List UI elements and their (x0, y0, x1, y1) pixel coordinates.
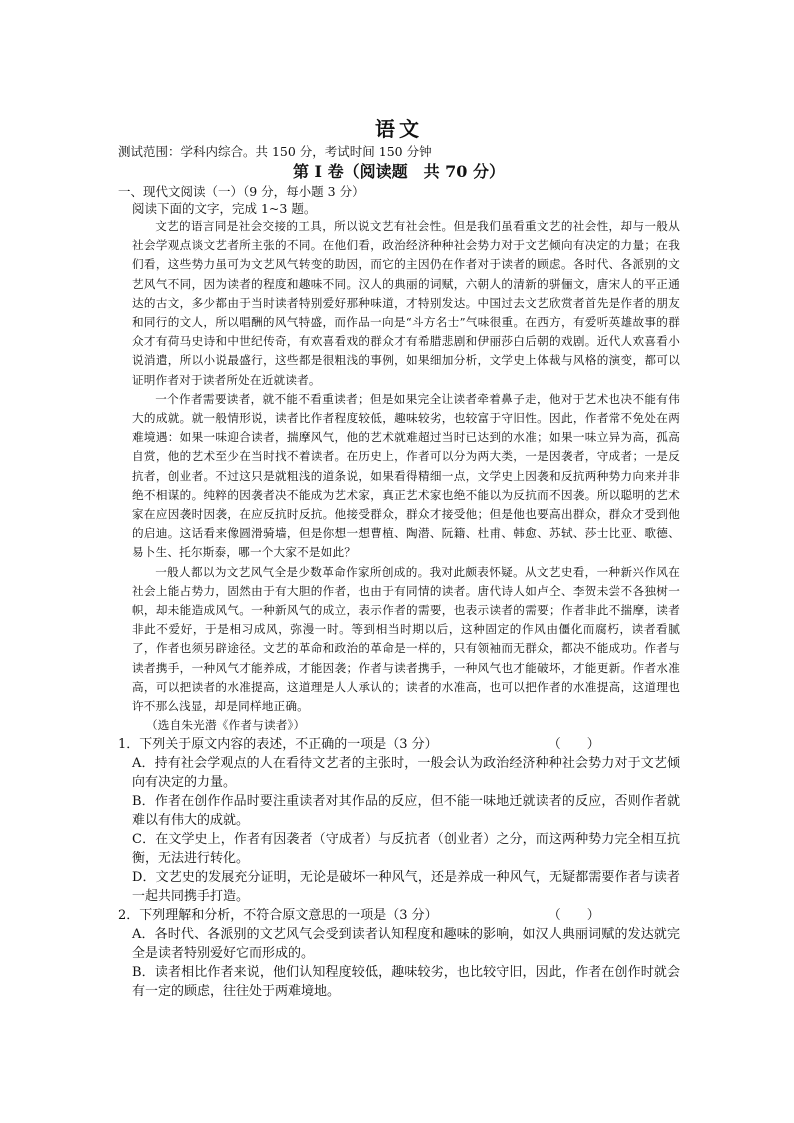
test-scope: 测试范围：学科内综合。共 150 分，考试时间 150 分钟 (118, 144, 432, 159)
question-2-option-a: A．各时代、各派别的文艺风气会受到读者认知程度和趣味的影响，如汉人典丽词赋的发达就完全是读者特别爱好它而形成的。 (132, 927, 680, 962)
question-1-option-b: B．作者在创作作品时要注重读者对其作品的反应，但不能一味地迁就读者的反应，否则作者就难以有伟大的成就。 (132, 794, 680, 829)
question-1-option-d: D．文艺史的发展充分证明，无论是破坏一种风气，还是养成一种风气，无疑都需要作者与读者一起共同携手打造。 (132, 870, 680, 905)
question-2 (118, 906, 680, 1001)
question-1-answer-blank: （ ） (547, 737, 600, 753)
question-1-option-a: A．持有社会学观点的人在看待文艺者的主张时，一般会认为政治经济种种社会势力对于文艺倾向有决定的力量。 (132, 756, 680, 791)
section-instruction: 阅读下面的文字，完成 1~3 题。 (132, 201, 317, 216)
section-heading: 一、现代文阅读（一）（9 分，每小题 3 分） (118, 184, 365, 199)
passage-paragraph-3: 一般人都以为文艺风气全是少数革命作家所创成的。我对此颇表怀疑。从文艺史看，一种新兴作风在社会上能占势力，固然由于有大胆的作者，也由于有同情的读者。唐代诗人如卢仝、李贺未尝不各独树一帜，却未能造成风气。一种新风气的成立，表示作者的需要，也表示读者的需要；作者非此不揣摩，读者非此不爱好，于是相习成风，弥漫一时。等到相当时期以后，这种固定的作风由僵化而腐朽，读者看腻了，作者也须另辟途径。文艺的革命和政治的革命是一样的，只有领袖而无群众，都决不能成功。作者与读者携手，一种风气才能养成，才能因袭；作者与读者携手，一种风气也才能破坏，才能更新。作者水准高，可以把读者的水准提高，这道理是人人承认的；读者的水准高，也可以把作者的水准提高，这道理也许不那么浅显，却是同样地正确。 (132, 564, 680, 714)
question-1-option-c: C．在文学史上，作者有因袭者（守成者）与反抗者（创业者）之分，而这两种势力完全相互抗衡，无法进行转化。 (132, 832, 680, 867)
question-2-option-b: B．读者相比作者来说，他们认知程度较低，趣味较劣，也比较守旧，因此，作者在创作时就会有一定的顾虑，往往处于两难境地。 (132, 965, 680, 1000)
question-1 (118, 735, 680, 906)
question-2-stem: 2．下列理解和分析，不符合原文意思的一项是（3 分） (118, 908, 438, 924)
question-2-answer-blank: （ ） (547, 908, 600, 924)
passage-source: （选自朱光潜《作者与读者》） (146, 718, 306, 733)
volume-heading: 第 I 卷（阅读题 共 70 分） (292, 162, 506, 181)
question-1-stem: 1．下列关于原文内容的表述，不正确的一项是（3 分） (118, 737, 438, 753)
exam-page (118, 116, 680, 1001)
passage-paragraph-1: 文艺的语言同是社会交接的工具，所以说文艺有社会性。但是我们虽看重文艺的社会性，却与一般从社会学观点谈文艺者所主张的不同。在他们看，政治经济种种社会势力对于文艺倾向有决定的力量；在我们看，这些势力虽可为文艺风气转变的助因，而它的主因仍在作者对于读者的顾虑。各时代、各派别的文艺风气不同，因为读者的程度和趣味不同。汉人的典丽的词赋，六朝人的清新的骈俪文，唐宋人的平正通达的古文，多少都由于当时读者特别爱好那种味道，才特别发达。中国过去文艺欣赏者首先是作者的朋友和同行的文人，所以唱酬的风气特盛，而作品一向是“斗方名士”气味很重。在西方，有爱听英雄故事的群众才有荷马史诗和中世纪传奇，有欢喜看戏的群众才有希腊悲剧和伊丽莎白后朝的戏剧。近代人欢喜看小说消遣，所以小说最盛行，这些都是很粗浅的事例，如果细加分析，文学史上体裁与风格的演变，都可以证明作者对于读者所处在近就读者。 (132, 219, 680, 387)
reading-passage (118, 217, 680, 735)
passage-paragraph-2: 一个作者需要读者，就不能不看重读者；但是如果完全让读者牵着鼻子走，他对于艺术也决不能有伟大的成就。就一般情形说，读者比作者程度较低，趣味较劣，也较富于守旧性。因此，作者常不免处在两难境遇：如果一味迎合读者，揣摩风气，他的艺术就难超过当时已达到的水准；如果一味立异为高，孤高自赏，他的艺术至少在当时找不着读者。在历史上，作者可以分为两大类，一是因袭者，守成者；一是反抗者，创业者。不过这只是就粗浅的道条说，如果看得精细一点，文学史上因袭和反抗两种势力向来并非绝不相谋的。纯粹的因袭者决不能成为艺术家，真正艺术家也绝不能以为反抗而不因袭。所以聪明的艺术家在应因袭时因袭，在应反抗时反抗。他接受群众，群众才接受他；但是他也要高出群众，群众才受到他的启迪。这话看来像圆滑骑墙，但是你想一想曹植、陶潜、阮籍、杜甫、韩愈、苏轼、莎士比亚、歌德、易卜生、托尔斯泰，哪一个大家不是如此？ (132, 391, 680, 560)
page-title: 语文 (375, 117, 423, 141)
